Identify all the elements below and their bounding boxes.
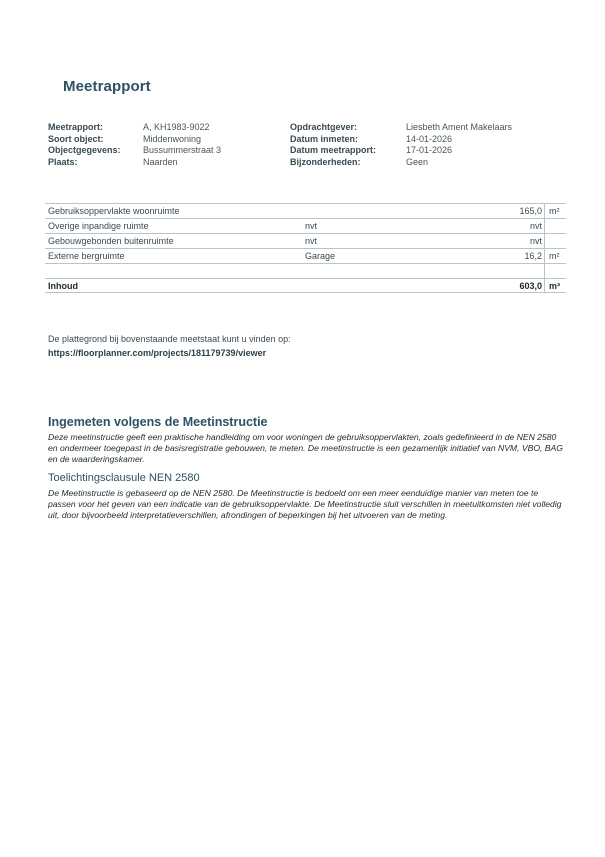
meta-value: Liesbeth Ament Makelaars — [406, 122, 513, 132]
row-unit: m² — [549, 206, 560, 216]
meta-left — [48, 122, 221, 168]
row-value: nvt — [529, 221, 542, 231]
table-row-total — [45, 278, 566, 293]
table-row — [45, 203, 566, 218]
meta-label: Soort object: — [48, 133, 104, 144]
meta-right — [290, 122, 512, 168]
meta-row — [48, 145, 221, 157]
page-title: Meetrapport — [63, 78, 151, 95]
meta-label: Plaats: — [48, 156, 78, 167]
meta-row — [48, 134, 221, 146]
row-unit: m² — [549, 251, 560, 261]
meta-label: Meetrapport: — [48, 122, 104, 132]
meta-row — [48, 157, 221, 169]
row-value: 16,2 — [524, 251, 542, 261]
row-value: 165,0 — [519, 206, 542, 216]
row-label: Gebruiksoppervlakte woonruimte — [48, 206, 180, 216]
measurement-table — [45, 203, 566, 293]
row-label: Overige inpandige ruimte — [48, 221, 149, 231]
table-row — [45, 233, 566, 248]
meta-label: Bijzonderheden: — [290, 156, 361, 167]
row-label: Externe bergruimte — [48, 251, 125, 261]
row-note: nvt — [305, 236, 318, 246]
meta-value: 17-01-2026 — [406, 145, 453, 155]
row-label: Inhoud — [48, 281, 78, 291]
column-divider — [544, 234, 545, 248]
column-divider — [544, 219, 545, 233]
meta-row — [290, 122, 512, 134]
row-value: nvt — [529, 236, 542, 246]
meta-row — [290, 134, 512, 146]
meta-row — [290, 145, 512, 157]
row-note: Garage — [305, 251, 336, 261]
column-divider — [544, 279, 545, 292]
meta-label: Datum meetrapport: — [290, 145, 377, 155]
section-text: Deze meetinstructie geeft een praktische handleiding om voor woningen de gebruiksoppervlakten, zoals gedefinieerd in de NEN 2580 en ondermeer toegepast in de basisregistratie gebouwen, te meten. De meetinstructie is een gezamenlijk initiatief van NVM, VBO, BAG en de waarderingskamer. — [48, 432, 563, 464]
meta-label: Opdrachtgever: — [290, 122, 358, 132]
row-label: Gebouwgebonden buitenruimte — [48, 236, 174, 246]
floorplan-note — [48, 332, 291, 360]
table-row — [45, 218, 566, 233]
meta-value: 14-01-2026 — [406, 133, 453, 144]
meta-value: Geen — [406, 156, 429, 167]
meta-label: Objectgegevens: — [48, 145, 121, 155]
column-divider — [544, 204, 545, 218]
meta-value: Naarden — [143, 156, 178, 167]
row-unit: m³ — [549, 281, 560, 291]
table-row-spacer — [45, 263, 566, 278]
column-divider — [544, 264, 545, 278]
meta-value: A, KH1983-9022 — [143, 122, 210, 132]
row-value: 603,0 — [519, 281, 542, 291]
floorplan-link[interactable]: https://floorplanner.com/projects/181179739/viewer — [48, 348, 267, 358]
note-text: De plattegrond bij bovenstaande meetstaat kunt u vinden op: — [48, 334, 291, 344]
meta-value: Bussummerstraat 3 — [143, 145, 222, 155]
meta-row — [48, 122, 221, 134]
column-divider — [544, 249, 545, 263]
meta-label: Datum inmeten: — [290, 133, 359, 144]
section-title: Ingemeten volgens de Meetinstructie — [48, 415, 268, 429]
table-row — [45, 248, 566, 263]
meta-row — [290, 157, 512, 169]
subsection-text: De Meetinstructie is gebaseerd op de NEN 2580. De Meetinstructie is bedoeld om een meer eenduidige manier van meten toe te passen voor het geven van een indicatie van de gebruiksoppervlakte. De Meetinstructie sluit verschillen in meetuitkomsten niet volledig uit, door bijvoorbeeld interpretatieverschillen, afrondingen of beperkingen bij het uitvoeren van de meting. — [48, 488, 562, 520]
meta-value: Middenwoning — [143, 133, 202, 144]
subsection-title: Toelichtingsclausule NEN 2580 — [48, 472, 200, 484]
row-note: nvt — [305, 221, 318, 231]
